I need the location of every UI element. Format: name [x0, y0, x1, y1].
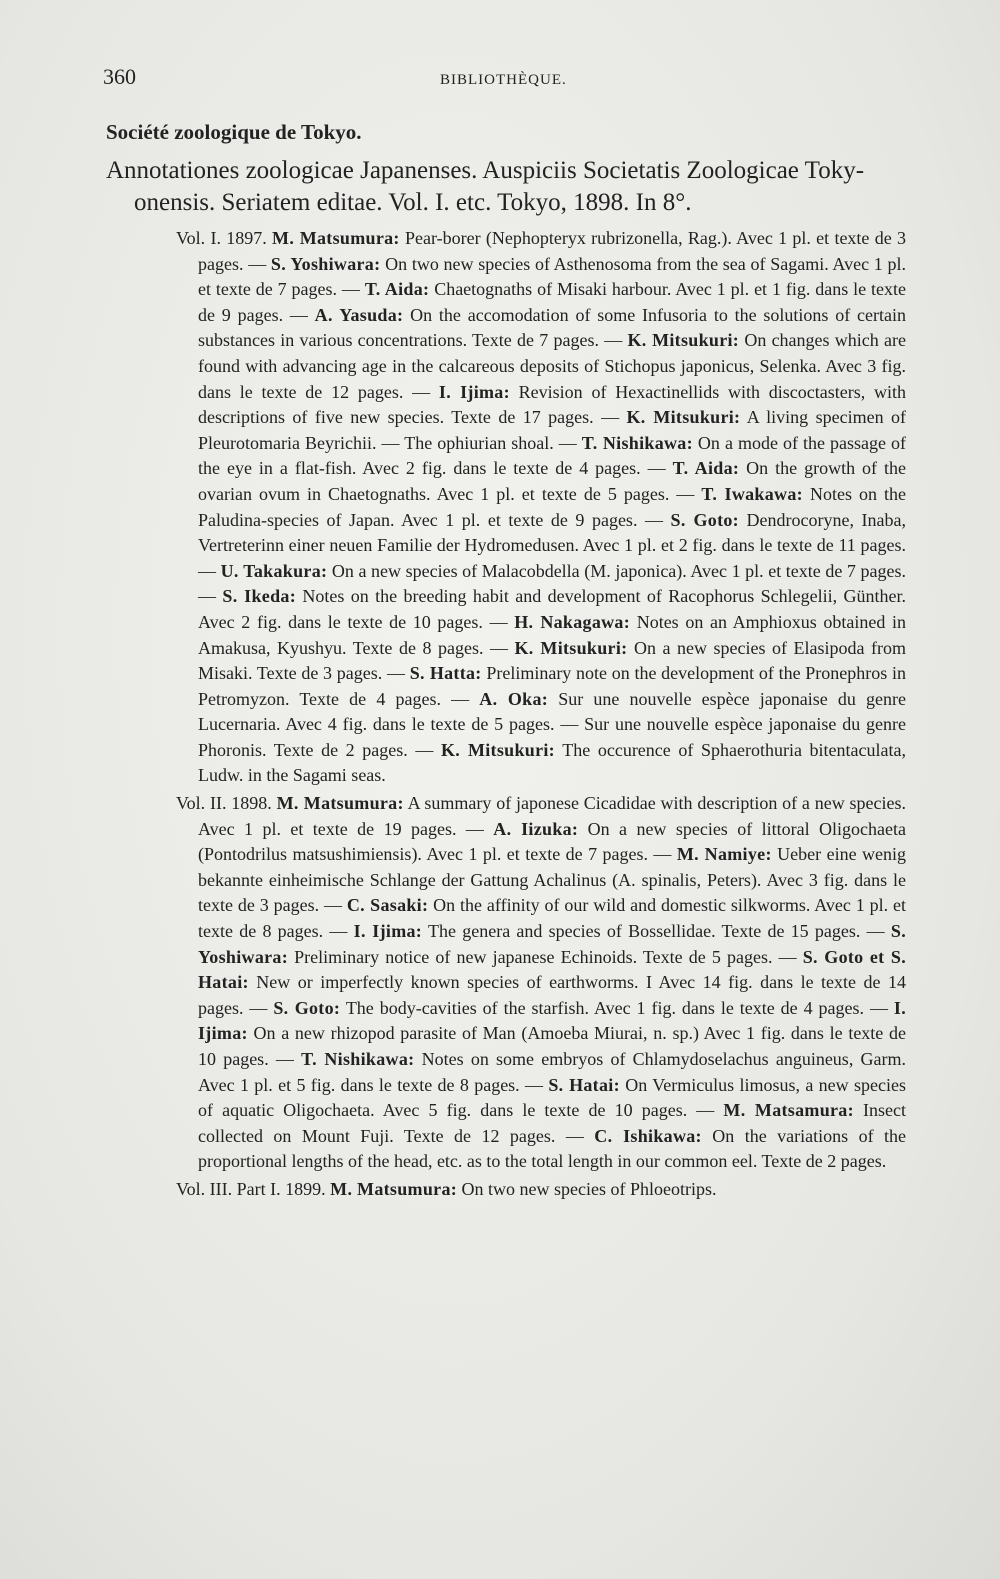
article-description: Preliminary notice of new japanese Echinoids. Texte de 5 pages. —: [288, 946, 803, 967]
article-description: The occurence of Sphaerothuria bitentaculata, Ludw. in the Sagami seas.: [198, 739, 906, 786]
article-description: Insect collected on Mount Fuji. Texte de 12 pages. —: [198, 1100, 906, 1146]
author-name: K. Mitsukuri:: [440, 739, 555, 760]
author-name: S. Ikeda:: [222, 586, 296, 607]
article-description: Sur une nouvelle espèce japonaise du genre Lucernaria. Avec 4 fig. dans le texte de 5 pages. — Sur une nouvelle espèce japonaise du genre Phoronis. Texte de 2 pages. —: [198, 688, 907, 760]
article-description: The genera and species of Bossellidae. Texte de 15 pages. —: [422, 921, 891, 942]
article-description: Preliminary note on the development of the Pronephros in Petromyzon. Texte de 4 pages. —: [198, 663, 906, 709]
volume-entry: [176, 791, 906, 1175]
author-name: K. Mitsukuri:: [626, 407, 741, 428]
author-name: S. Yoshiwara:: [198, 921, 907, 967]
author-name: S. Goto:: [670, 509, 739, 530]
volume-label: Vol. II. 1898.: [176, 793, 272, 814]
article-description: On the accomodation of some Infusoria to the solutions of certain substances in various concentrations. Texte de 7 pages. —: [198, 304, 906, 351]
volume-label: Vol. I. 1897.: [176, 228, 267, 248]
article-description: Notes on an Amphioxus obtained in Amakusa, Kyushyu. Texte de 8 pages. —: [198, 611, 907, 658]
article-description: On the affinity of our wild and domestic silkworms. Avec 1 pl. et texte de 8 pages. —: [198, 895, 906, 942]
article-description: New or imperfectly known species of earthworms. I Avec 14 fig. dans le texte de 14 pages. —: [198, 972, 906, 1018]
author-name: M. Matsumura:: [330, 1178, 458, 1199]
article-description: On the variations of the proportional lengths of the head, etc. as to the total length in our common eel. Texte de 2 pages.: [198, 1125, 906, 1172]
author-name: T. Aida:: [364, 279, 430, 300]
author-name: K. Mitsukuri:: [514, 637, 628, 658]
author-name: H. Nakagawa:: [514, 611, 631, 632]
article-description: On a new species of littoral Oligochaeta (Pontodrilus matsushimiensis). Avec 1 pl. et texte de 7 pages. —: [198, 818, 906, 865]
author-name: S. Hatta:: [409, 663, 482, 684]
author-name: M. Namiye:: [676, 844, 772, 865]
article-description: The body-cavities of the starfish. Avec 1 fig. dans le texte de 4 pages. —: [340, 997, 894, 1018]
article-description: On two new species of Asthenosoma from the sea of Sagami. Avec 1 pl. et texte de 7 pages. —: [198, 253, 906, 300]
article-description: On a mode of the passage of the eye in a flat-fish. Avec 2 fig. dans le texte de 4 pages. —: [198, 432, 907, 479]
author-name: I. Ijima:: [198, 997, 906, 1044]
author-name: M. Matsumura:: [276, 793, 404, 814]
article-description: Ueber eine wenig bekannte einheimische Schlange der Gattung Achalinus (A. spinalis, Peters). Avec 3 fig. dans le texte de 3 pages. —: [198, 844, 906, 916]
article-description: A summary of japonese Cicadidae with description of a new species. Avec 1 pl. et texte de 19 pages. —: [198, 793, 906, 839]
author-name: I. Ijima:: [353, 921, 423, 942]
author-name: M. Matsumura:: [272, 228, 400, 248]
article-description: On changes which are found with advancing age in the calcareous deposits of Stichopus japonicus, Selenka. Avec 3 fig. dans le texte de 12 pages. —: [198, 330, 906, 402]
author-name: U. Takakura:: [220, 560, 328, 581]
author-name: I. Ijima:: [438, 381, 510, 402]
author-name: A. Yasuda:: [314, 304, 404, 325]
author-name: T. Nishikawa:: [301, 1049, 415, 1069]
author-name: A. Oka:: [479, 688, 549, 709]
author-name: A. Iizuka:: [493, 818, 579, 839]
author-name: T. Iwakawa:: [701, 483, 803, 504]
article-description: Notes on some embryos of Chlamydoselachus anguineus, Garm. Avec 1 pl. et 5 fig. dans le texte de 8 pages. —: [198, 1049, 907, 1095]
article-description: On the growth of the ovarian ovum in Chaetognaths. Avec 1 pl. et texte de 5 pages. —: [198, 458, 906, 504]
author-name: S. Goto:: [273, 997, 341, 1018]
article-description: On two new species of Phloeotrips.: [457, 1178, 717, 1199]
volume-list: [176, 226, 906, 1205]
publication-title-line-2: onensis. Seriatem editae. Vol. I. etc. Tokyo, 1898. In 8°.: [134, 189, 692, 216]
article-description: Notes on the Paludina-species of Japan. Avec 1 pl. et texte de 9 pages. —: [198, 483, 907, 530]
article-description: Dendrocoryne, Inaba, Vertreterinn einer neuen Familie der Hydromedusen. Avec 1 pl. et 2 fig. dans le texte de 11 pages. —: [198, 509, 906, 581]
article-description: Notes on the breeding habit and development of Racophorus Schlegelii, Günther. Avec 2 fig. dans le texte de 10 pages. —: [198, 586, 907, 632]
author-name: C. Ishikawa:: [594, 1125, 702, 1146]
running-head: BIBLIOTHÈQUE.: [440, 72, 567, 88]
publication-title: [106, 155, 936, 219]
author-name: T. Nishikawa:: [581, 432, 693, 453]
page-number: 360: [103, 64, 136, 89]
author-name: S. Yoshiwara:: [270, 253, 381, 274]
article-description: On a new species of Malacobdella (M. japonica). Avec 1 pl. et texte de 7 pages. —: [198, 560, 906, 607]
author-name: K. Mitsukuri:: [627, 330, 740, 351]
volume-entry: [176, 226, 906, 789]
publication-title-line-1: Annotationes zoologicae Japanenses. Auspiciis Societatis Zoologicae Toky-: [106, 157, 865, 184]
article-description: On a new species of Elasipoda from Misaki. Texte de 3 pages. —: [198, 637, 906, 684]
article-description: On a new rhizopod parasite of Man (Amoeba Miurai, n. sp.) Avec 1 fig. dans le texte de 10 pages. —: [198, 1023, 906, 1069]
author-name: C. Sasaki:: [346, 895, 429, 916]
author-name: S. Hatai:: [548, 1074, 620, 1095]
article-description: A living specimen of Pleurotomaria Beyrichii. — The ophiurian shoal. —: [198, 407, 906, 453]
volume-label: Vol. III. Part I. 1899.: [176, 1178, 326, 1199]
author-name: S. Goto et S. Hatai:: [198, 946, 906, 993]
article-description: Pear-borer (Nephopteryx rubrizonella, Rag.). Avec 1 pl. et texte de 3 pages. —: [198, 228, 906, 274]
author-name: M. Matsamura:: [723, 1100, 854, 1121]
article-description: Revision of Hexactinellids with discoctasters, with descriptions of five new species. Texte de 17 pages. —: [198, 381, 907, 428]
author-name: T. Aida:: [672, 458, 740, 479]
volume-entry: [176, 1177, 906, 1203]
section-heading: Société zoologique de Tokyo.: [106, 120, 362, 144]
article-description: Chaetognaths of Misaki harbour. Avec 1 pl. et 1 fig. dans le texte de 9 pages. —: [198, 279, 906, 325]
article-description: On Vermiculus limosus, a new species of aquatic Oligochaeta. Avec 5 fig. dans le texte de 10 pages. —: [198, 1074, 906, 1121]
